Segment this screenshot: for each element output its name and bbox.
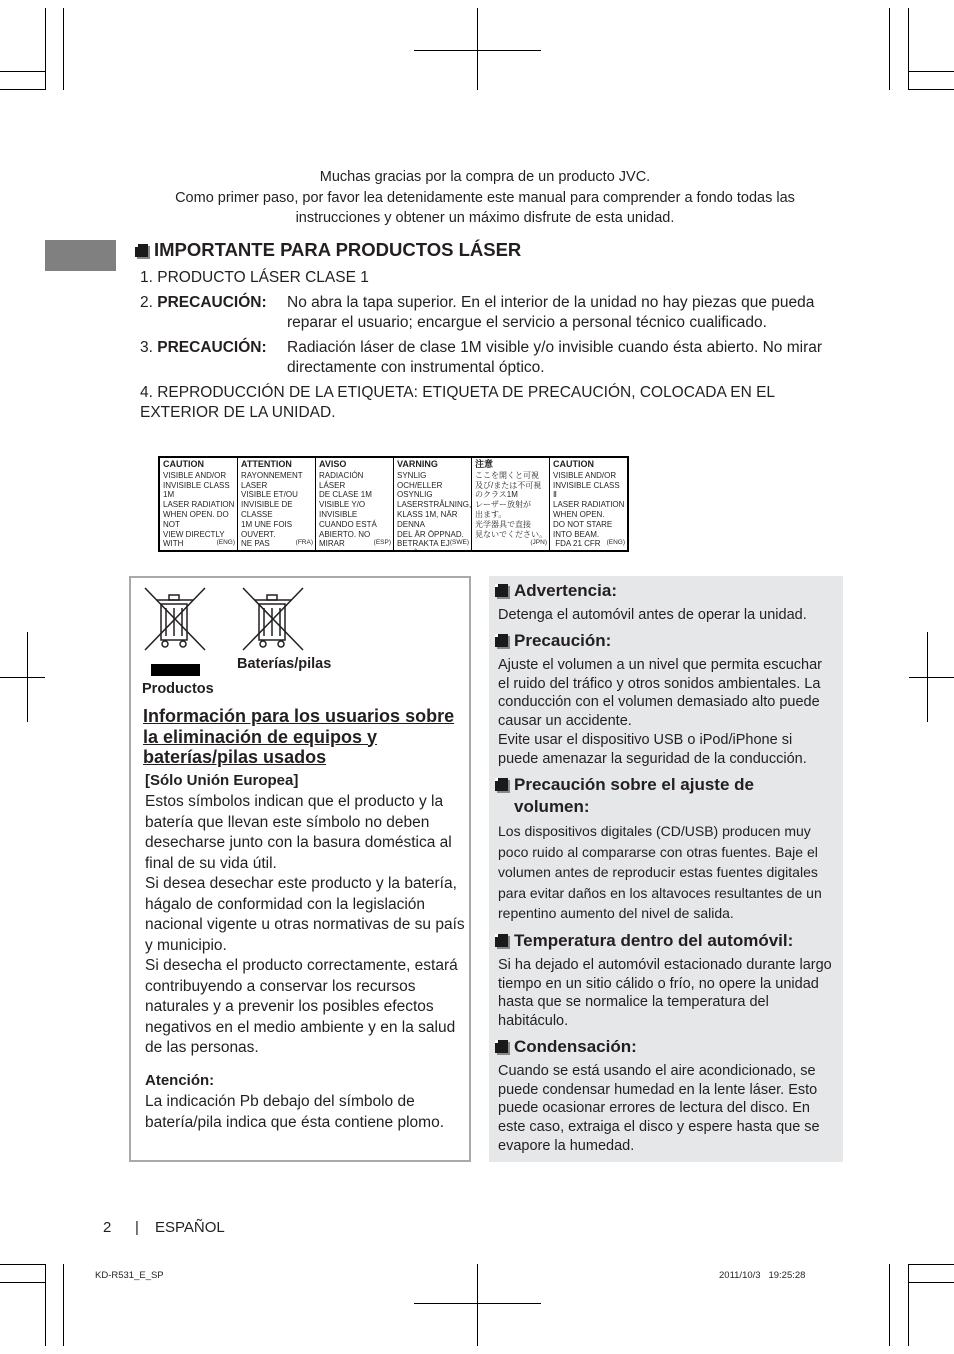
print-file-code: KD-R531_E_SP — [95, 1270, 164, 1281]
temperature-text: Si ha dejado el automóvil estacionado durante largo tiempo en un sitio cálido o frío, no opere la unidad hasta que se normalice la temperatura del habitáculo. — [498, 957, 832, 1030]
laser-item-3-text: Radiación láser de clase 1M visible y/o invisible cuando ésta abierto. No mirar directamente con instrumental óptico. — [287, 338, 823, 376]
footer-separator: | — [135, 1219, 139, 1236]
language-tab-marker — [45, 240, 116, 271]
volume-caution-text: Los dispositivos digitales (CD/USB) producen muy poco ruido al compararse con otras fuentes. Baje el volumen antes de reproducir estas fuentes digitales para evitar daños en los altavoces resultantes de un repentino aumento del nivel de salida. — [498, 823, 822, 921]
section-bullet-icon — [495, 1040, 508, 1053]
caution-text: Ajuste el volumen a un nivel que permita escuchar el ruido del tráfico y otros sonidos ambientales. La conducción con el volumen demasiado alto puede causar un accidente. Evite usar el dispositivo USB o iPod/iPhone si puede amenazar la seguridad de la conducción. — [498, 657, 823, 767]
warning-label-esp: AVISO RADIACIÓN LÁSER DE CLASE 1M VISIBLE Y/O INVISIBLE CUANDO ESTÁ ABIERTO. NO MIRAR (ESP) — [315, 458, 393, 550]
footer-language: ESPAÑOL — [155, 1219, 225, 1236]
intro-line-1: Muchas gracias por la compra de un producto JVC. — [319, 169, 651, 185]
section-bullet-icon — [495, 634, 508, 647]
batteries-caption: Baterías/pilas — [237, 656, 332, 672]
section-bullet-icon — [135, 244, 148, 257]
warning-text: Detenga el automóvil antes de operar la unidad. — [498, 607, 807, 623]
section-bullet-icon — [495, 778, 508, 791]
attention-text: La indicación Pb debajo del símbolo de batería/pila indica que ésta contiene plomo. — [145, 1093, 445, 1131]
disposal-para-3: Si desecha el producto correctamente, estará contribuyendo a conservar los recursos naturales y a prevenir los posibles efectos negativos en el medio ambiente y en la salud de las personas. — [145, 957, 458, 1056]
laser-item-3: 3. PRECAUCIÓN: Radiación láser de clase 1M visible y/o invisible cuando ésta abierto. No mirar directamente con instrumental óptico. — [140, 338, 830, 379]
warning-label-swe: VARNING SYNLIG OCH/ELLER OSYNLIG LASERSTRÅLNING, KLASS 1M, NÄR DENNA DEL ÄR ÖPPNAD. BETRAKTA EJ (SWE) — [393, 458, 471, 550]
section-bullet-icon — [495, 584, 508, 597]
warning-label-eng: CAUTION VISIBLE AND/OR INVISIBLE CLASS 1M LASER RADIATION WHEN OPEN. DO NOT VIEW DIRECTLY WITH (ENG) — [163, 459, 235, 549]
section-bullet-icon — [495, 934, 508, 947]
crossed-bin-batteries-icon — [241, 586, 305, 652]
caution-heading: Precaución: — [495, 630, 611, 652]
disposal-para-2: Si desea desechar este producto y la batería, hágalo de conformidad con la legislación nacional vigente u otras normativas de su país y municipio. — [145, 875, 465, 954]
laser-item-1: 1. PRODUCTO LÁSER CLASE 1 — [140, 269, 369, 286]
print-timestamp: 2011/10/3 19:25:28 — [719, 1270, 806, 1281]
laser-item-2-text: No abra la tapa superior. En el interior de la unidad no hay piezas que pueda reparar el usuario; encargue el servicio a personal técnico cualificado. — [287, 293, 815, 331]
precaution-label: PRECAUCIÓN: — [157, 293, 267, 311]
disposal-body — [145, 792, 465, 1059]
laser-section-heading: IMPORTANTE PARA PRODUCTOS LÁSER — [135, 239, 521, 261]
crossed-bin-products-icon — [143, 586, 207, 652]
precaution-label: PRECAUCIÓN: — [157, 338, 267, 356]
warning-label-jpn: 注意 ここを開くと可視 及び/または不可視 のクラス1M レーザー放射が 出ます。 光学器具で直接 見ないでください。 (JPN) — [471, 458, 549, 550]
products-caption: Productos — [142, 681, 214, 697]
laser-list — [140, 268, 830, 428]
disposal-para-1: Estos símbolos indican que el producto y la batería que llevan este símbolo no deben desecharse junto con la basura doméstica al final de su vida útil. — [145, 793, 452, 872]
warning-label-eng-fda: CAUTION VISIBLE AND/OR INVISIBLE CLASS Ⅱ LASER RADIATION WHEN OPEN. DO NOT STARE INTO BEAM. FDA 21 CFR (ENG) — [549, 458, 627, 550]
eu-only-label: [Sólo Unión Europea] — [145, 772, 299, 789]
condensation-text: Cuando se está usando el aire acondicionado, se puede condensar humedad en la lente láser. Esto puede ocasionar errores de lectura del disco. En este caso, extraiga el disco y espere hasta que se evapore la humedad. — [498, 1063, 820, 1154]
temperature-heading: Temperatura dentro del automóvil: — [495, 930, 793, 952]
products-black-bar — [151, 664, 200, 676]
warning-label-fra: ATTENTION RAYONNEMENT LASER VISIBLE ET/OU INVISIBLE DE CLASSE 1M UNE FOIS OUVERT. NE PAS (FRA) — [237, 458, 315, 550]
disposal-info-box — [129, 576, 471, 1162]
notices-box — [489, 576, 843, 1162]
warning-heading: Advertencia: — [495, 580, 617, 602]
condensation-heading: Condensación: — [495, 1036, 637, 1058]
page-number: 2 — [103, 1219, 112, 1236]
disposal-title: Información para los usuarios sobre la eliminación de equipos y baterías/pilas usados — [143, 706, 455, 767]
laser-item-4: 4. REPRODUCCIÓN DE LA ETIQUETA: ETIQUETA DE PRECAUCIÓN, COLOCADA EN EL EXTERIOR DE LA UNIDAD. — [140, 383, 775, 421]
intro-text — [130, 167, 840, 229]
volume-caution-heading: Precaución sobre el ajuste de volumen: — [495, 774, 825, 818]
laser-item-2: 2. PRECAUCIÓN: No abra la tapa superior. En el interior de la unidad no hay piezas que pueda reparar el usuario; encargue el servicio a personal técnico cualificado. — [140, 293, 830, 334]
laser-warning-labels — [158, 456, 629, 552]
intro-line-2: Como primer paso, por favor lea detenidamente este manual para comprender a fondo todas las — [175, 189, 795, 206]
intro-line-3: instrucciones y obtener un máximo disfrute de esta unidad. — [295, 210, 675, 226]
attention-heading: Atención: — [145, 1072, 215, 1089]
